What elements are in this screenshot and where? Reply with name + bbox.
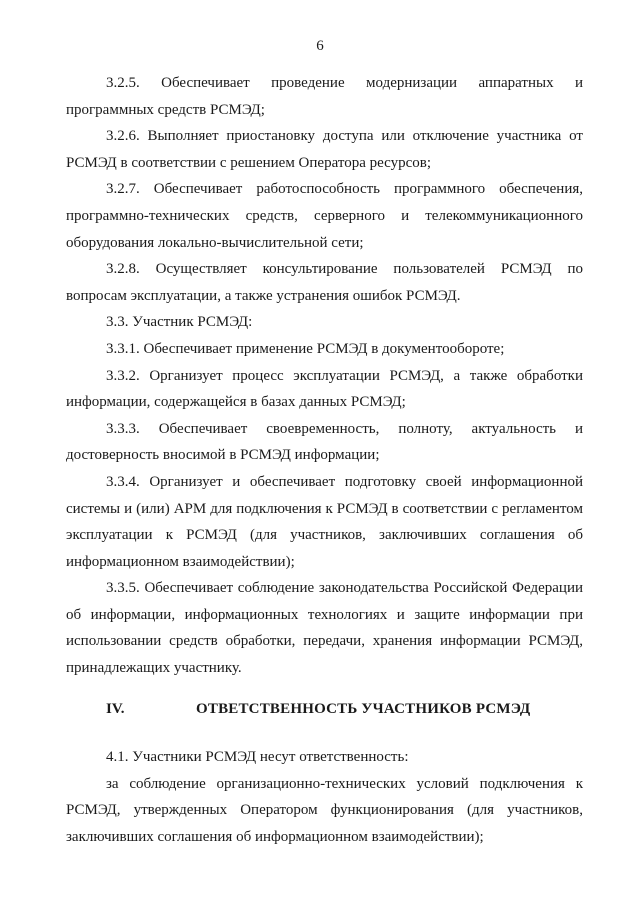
section-title: ОТВЕТСТВЕННОСТЬ УЧАСТНИКОВ РСМЭД (196, 701, 531, 717)
paragraph-4-1: 4.1. Участники РСМЭД несут ответственность: (106, 749, 409, 765)
paragraph-3-2-8: 3.2.8. Осуществляет консультирование пользователей РСМЭД по вопросам эксплуатации, а также устранения ошибок РСМЭД. (66, 261, 583, 304)
paragraph-3-2-7: 3.2.7. Обеспечивает работоспособность программного обеспечения, программно-технических средств, серверного и телекоммуникационного оборудования локально-вычислительной сети; (66, 181, 583, 251)
paragraph-3-3: 3.3. Участник РСМЭД: (106, 314, 253, 331)
section-3-body (66, 70, 583, 682)
paragraph-3-3-3: 3.3.3. Обеспечивает своевременность, полноту, актуальность и достоверность вносимой в РСМЭД информации; (66, 420, 583, 464)
paragraph-3-2-5: 3.2.5. Обеспечивает проведение модернизации аппаратных и программных средств РСМЭД; (66, 75, 583, 118)
paragraph-3-3-5: 3.3.5. Обеспечивает соблюдение законодательства Российской Федерации об информации, информационных технологиях и защите информации при использовании средств обработки, передачи, хранения информации РСМЭД, принадлежащих участнику. (66, 580, 583, 677)
paragraph-3-3-1: 3.3.1. Обеспечивает применение РСМЭД в документообороте; (106, 340, 505, 357)
paragraph-3-3-4: 3.3.4. Организует и обеспечивает подготовку своей информационной системы и (или) АРМ для подключения к РСМЭД в соответствии с регламентом эксплуатации к РСМЭД (для участников, заключивших соглашения об информационном взаимодействии); (66, 473, 583, 570)
paragraph-3-3-2: 3.3.2. Организует процесс эксплуатации РСМЭД, а также обработки информации, содержащейся в базах данных РСМЭД; (66, 367, 583, 411)
page-number: 6 (316, 38, 324, 54)
section-number: IV. (106, 701, 125, 717)
section-heading (66, 701, 583, 725)
paragraph-3-2-6: 3.2.6. Выполняет приостановку доступа или отключение участника от РСМЭД в соответствии с решением Оператора ресурсов; (66, 128, 583, 171)
paragraph-4-1-item: за соблюдение организационно-технических условий подключения к РСМЭД, утвержденных Оператором функционирования (для участников, заключивших соглашения об информационном взаимодействии); (66, 775, 583, 845)
section-4-body (66, 744, 583, 850)
